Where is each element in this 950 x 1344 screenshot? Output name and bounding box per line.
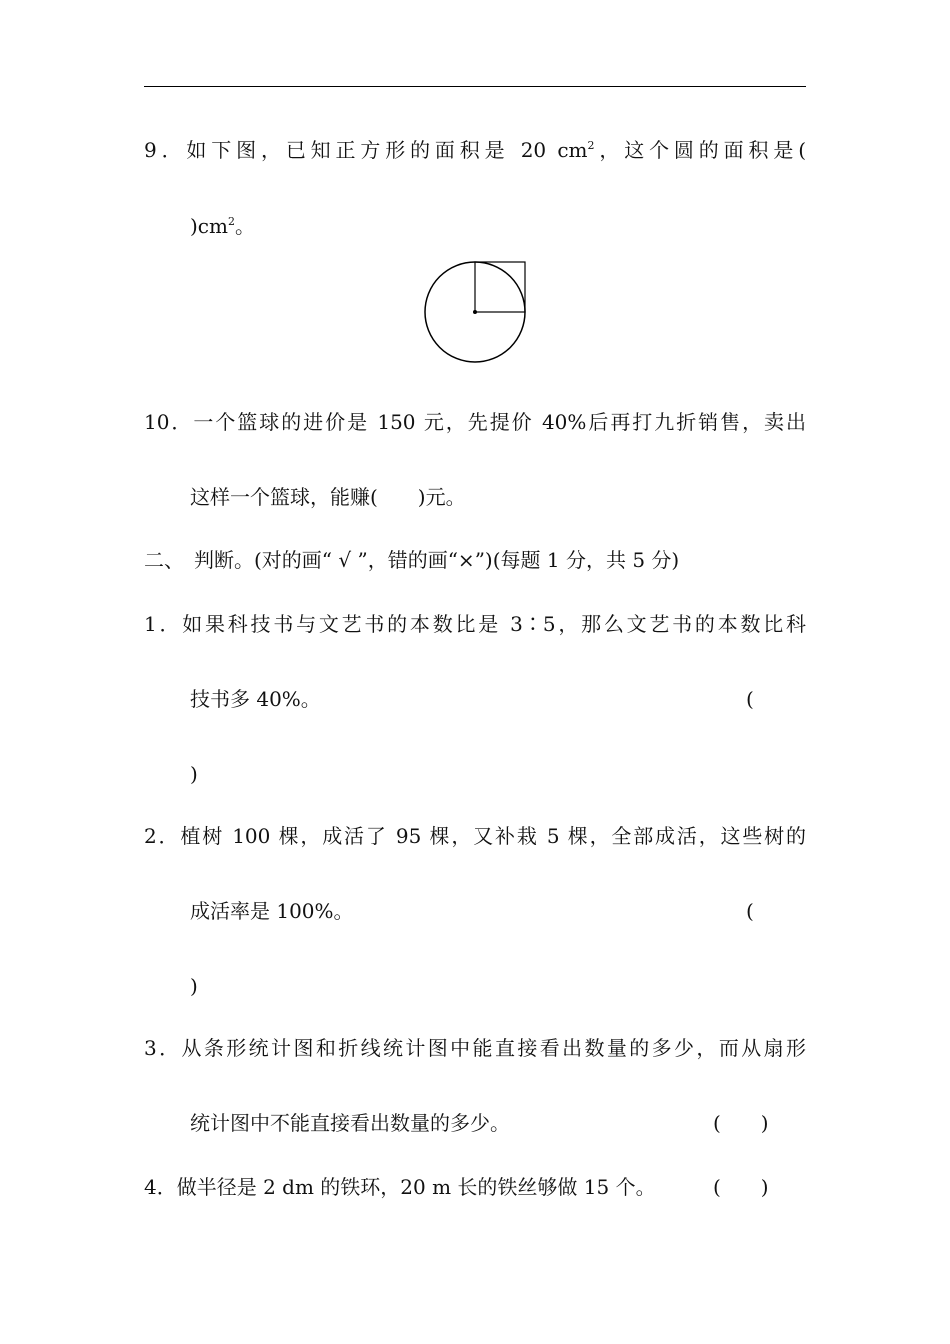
item1-paren-open: ( [746, 687, 754, 711]
q10-line1: 10．一个篮球的进价是 150 元，先提价 40%后再打九折销售，卖出 [144, 410, 806, 434]
item2-paren-open: ( [746, 899, 754, 923]
item2-line2: 成活率是 100%。 [190, 899, 354, 923]
item2-line1: 2．植树 100 棵，成活了 95 棵，又补栽 5 棵，全部成活，这些树的 [144, 824, 806, 848]
item3-line1: 3．从条形统计图和折线统计图中能直接看出数量的多少，而从扇形 [144, 1036, 806, 1060]
center-dot [473, 310, 477, 314]
item1-paren-close: ) [190, 762, 198, 786]
item2-paren-close: ) [190, 974, 198, 998]
item3-answer-paren: ( ) [713, 1111, 769, 1135]
q9-line1 [144, 136, 806, 164]
q9-sup-2: 2 [227, 215, 235, 228]
q10-line2: 这样一个篮球，能赚( )元。 [190, 485, 466, 509]
item3-line2: 统计图中不能直接看出数量的多少。 [190, 1111, 510, 1135]
q9-line2-suffix: 。 [234, 214, 255, 238]
header-rule [144, 86, 806, 87]
circle-square-figure [420, 258, 530, 368]
q9-line2 [190, 212, 255, 240]
item4-line1: 4．做半径是 2 dm 的铁环，20 m 长的铁丝够做 15 个。 [144, 1175, 656, 1199]
q9-line1-suffix: ，这个圆的面积是( [594, 138, 806, 162]
section2-title: 二、 判断。(对的画“ √ ”，错的画“×”)(每题 1 分，共 5 分) [144, 548, 680, 572]
q9-line2-prefix: )cm [190, 214, 228, 238]
q9-line1-prefix: 9．如下图，已知正方形的面积是 20 cm [144, 138, 588, 162]
item1-line2: 技书多 40%。 [190, 687, 321, 711]
q9-sup-1: 2 [587, 139, 595, 152]
item1-line1: 1．如果科技书与文艺书的本数比是 3∶5，那么文艺书的本数比科 [144, 612, 806, 636]
item4-answer-paren: ( ) [713, 1175, 769, 1199]
